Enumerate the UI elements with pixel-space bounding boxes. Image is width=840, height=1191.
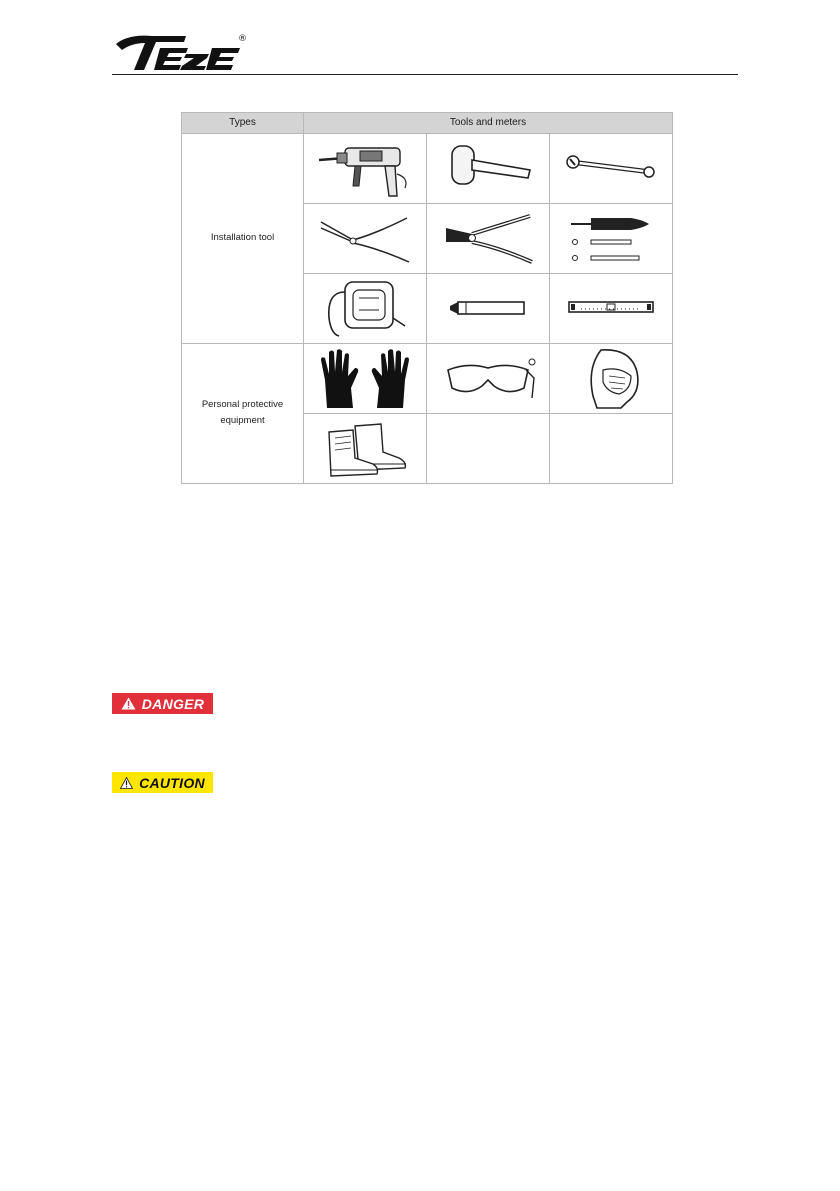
tape-measure-icon <box>315 278 415 338</box>
registered-mark: ® <box>238 34 247 44</box>
hammer-drill-icon <box>315 138 415 198</box>
wrench-icon <box>561 138 661 198</box>
table-cell-empty <box>550 413 673 483</box>
marker-icon <box>438 278 538 338</box>
warning-triangle-icon <box>120 777 133 789</box>
tools-table <box>181 112 673 484</box>
wire-stripper-icon <box>438 208 538 268</box>
header-tools: Tools and meters <box>304 113 673 134</box>
header-rule <box>112 74 738 75</box>
table-cell <box>304 273 427 343</box>
warning-triangle-icon <box>121 697 136 710</box>
table-cell <box>550 273 673 343</box>
table-cell <box>304 203 427 273</box>
dust-mask-icon <box>561 346 661 410</box>
type-installation-tool: Installation tool <box>182 133 304 343</box>
danger-label: DANGER <box>141 695 205 712</box>
table-cell <box>427 203 550 273</box>
diagonal-pliers-icon <box>315 208 415 268</box>
safety-goggles-icon <box>438 348 538 408</box>
table-cell <box>550 133 673 203</box>
protective-gloves-icon <box>315 346 415 410</box>
table-row <box>182 133 673 203</box>
table-cell <box>427 273 550 343</box>
header-types: Types <box>182 113 304 134</box>
table-cell <box>427 343 550 413</box>
table-row <box>182 343 673 413</box>
screwdriver-set-icon <box>561 208 661 268</box>
table-header-row <box>182 113 673 134</box>
table-cell <box>304 413 427 483</box>
spirit-level-icon <box>561 278 661 338</box>
table-cell <box>427 133 550 203</box>
danger-badge <box>112 693 213 714</box>
table-cell <box>550 203 673 273</box>
rubber-mallet-icon <box>438 138 538 198</box>
caution-label: CAUTION <box>139 774 205 791</box>
safety-boots-icon <box>315 418 415 478</box>
caution-badge <box>112 772 213 793</box>
brand-logo <box>114 30 249 76</box>
type-personal-protective-equipment: Personal protective equipment <box>182 343 304 483</box>
table-cell <box>304 343 427 413</box>
table-cell-empty <box>427 413 550 483</box>
table-cell <box>304 133 427 203</box>
table-cell <box>550 343 673 413</box>
